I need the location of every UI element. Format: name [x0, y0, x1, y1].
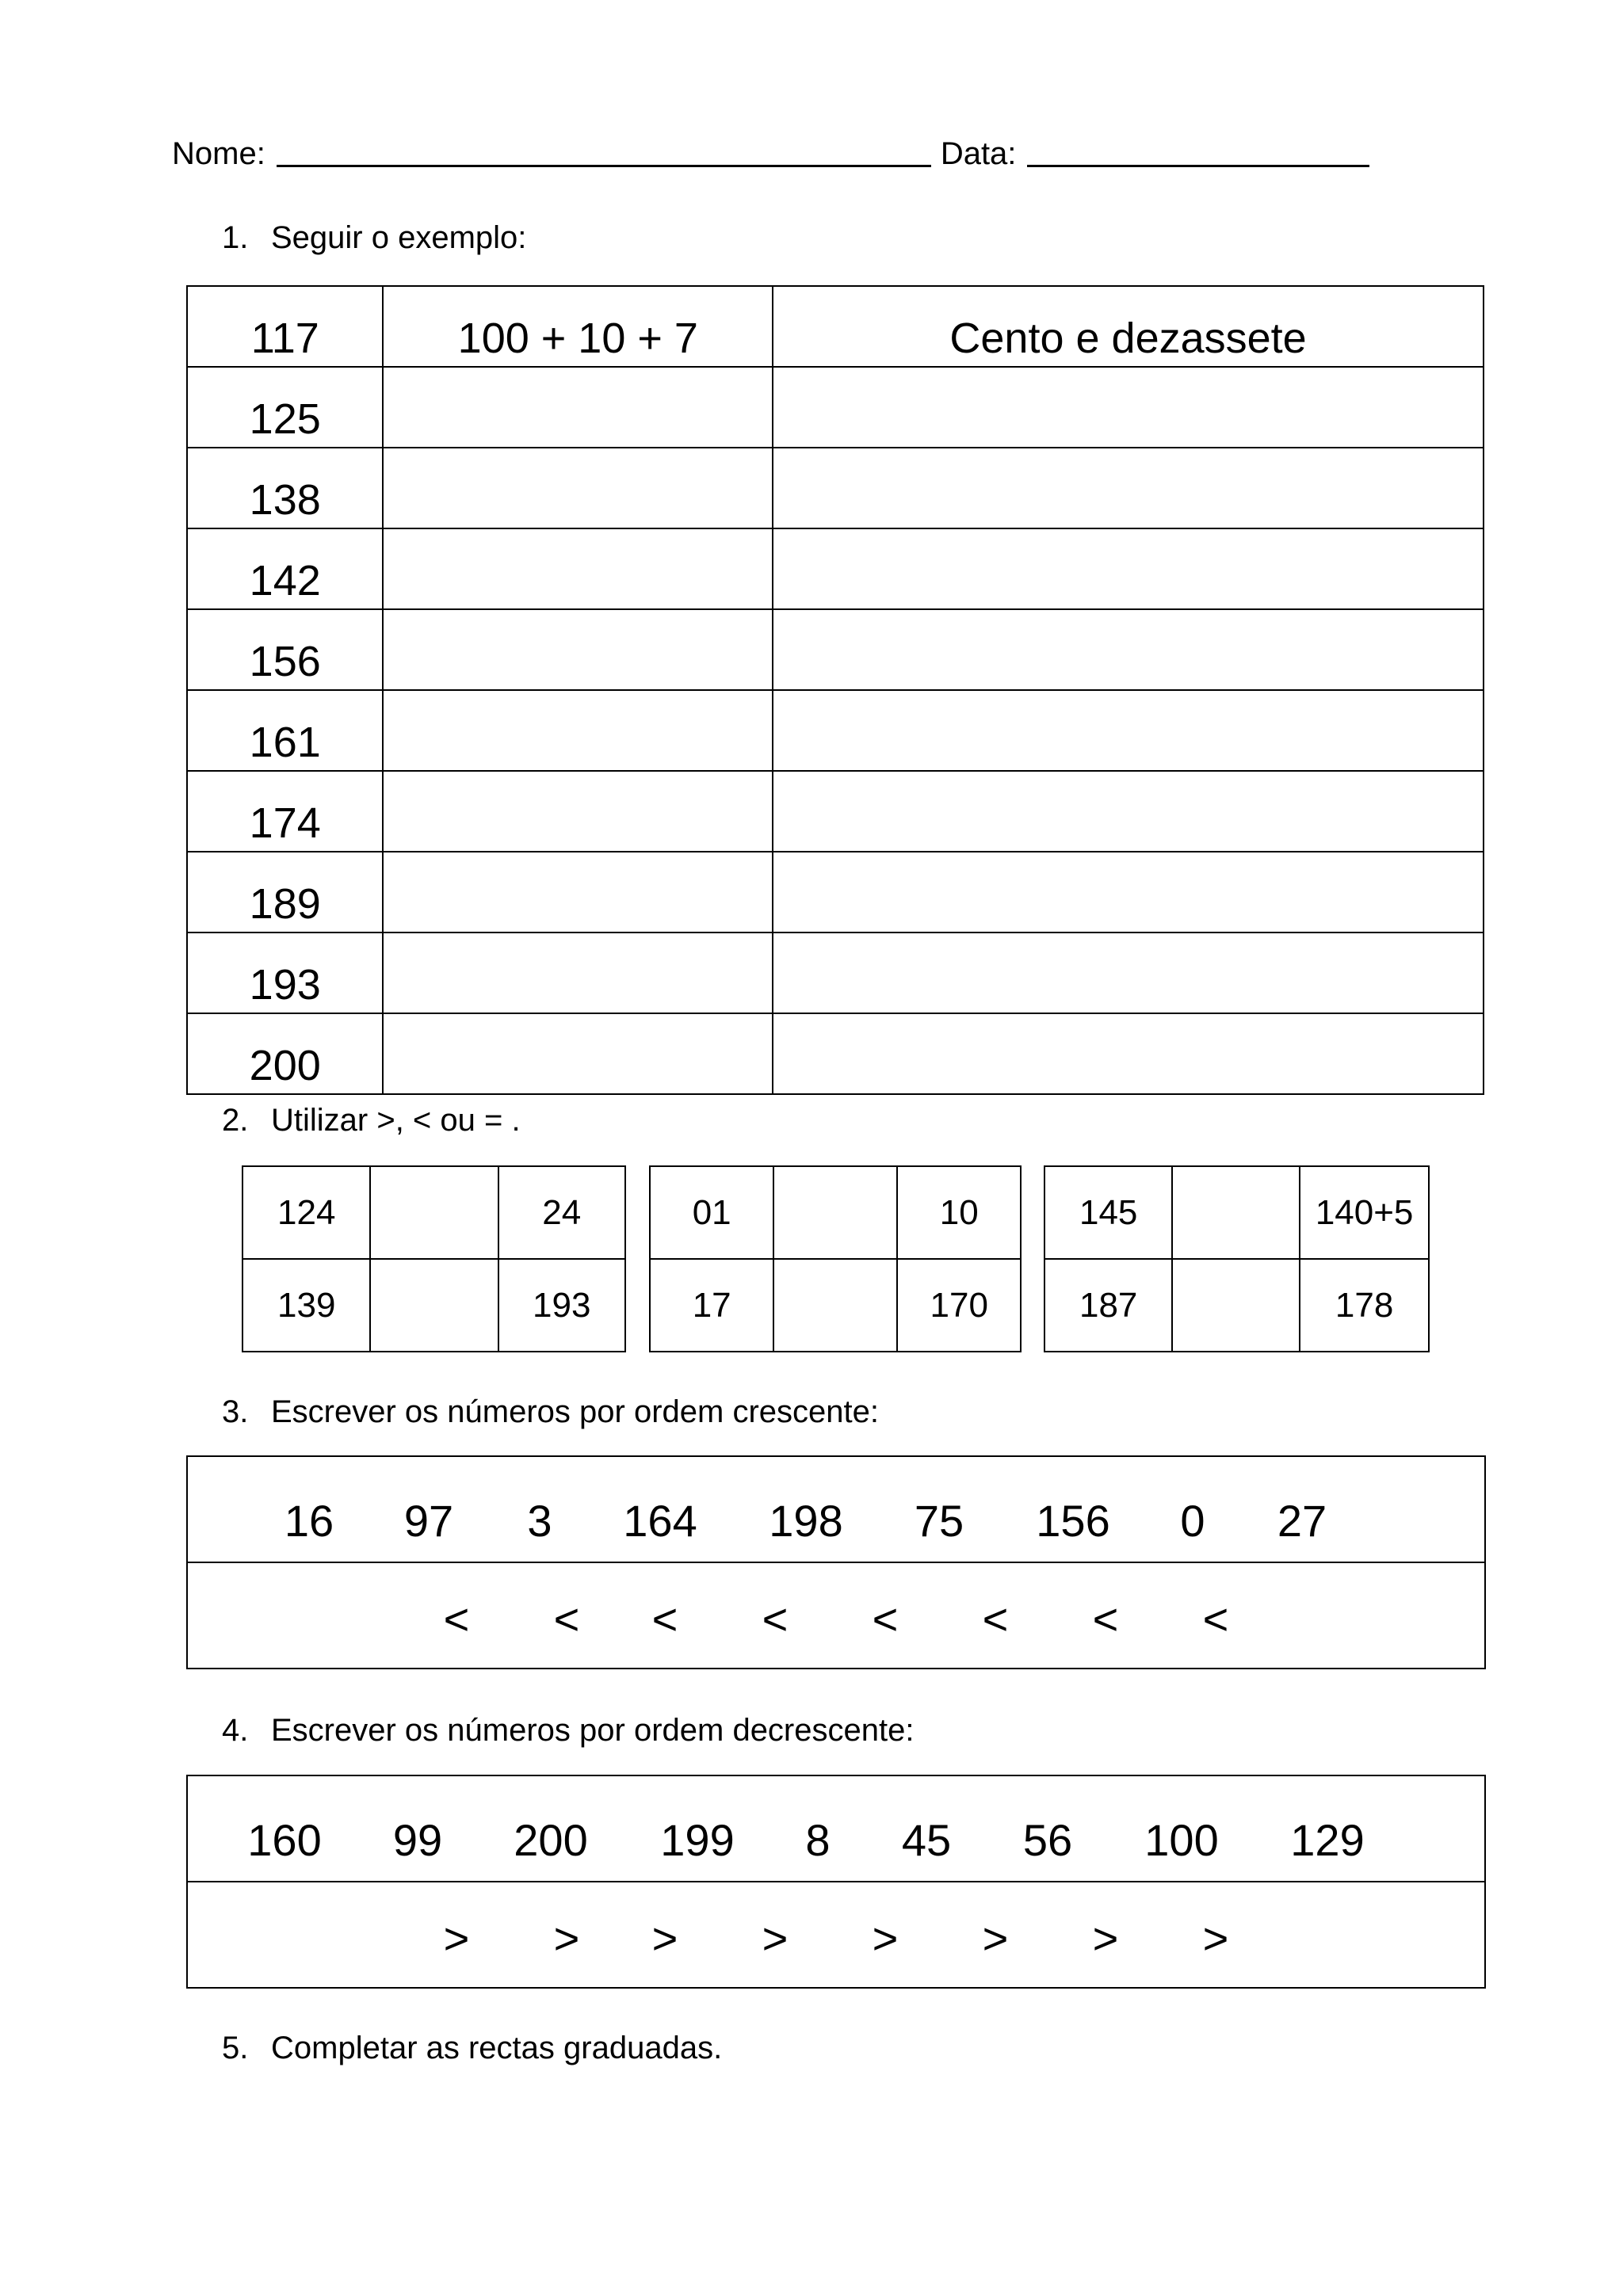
number-item: 3	[527, 1496, 552, 1546]
less-than-sign: <	[553, 1594, 580, 1644]
number-cell: 193	[187, 933, 383, 1013]
number-item: 156	[1036, 1496, 1110, 1546]
number-item: 164	[623, 1496, 697, 1546]
words-answer-cell[interactable]	[773, 852, 1484, 933]
table-row	[650, 1166, 1021, 1259]
number-item: 56	[1022, 1815, 1073, 1865]
table-row	[187, 852, 1484, 933]
decomposition-answer-cell[interactable]	[383, 528, 773, 609]
numbers-row	[188, 1776, 1484, 1881]
number-cell: 161	[187, 690, 383, 771]
decomposition-cell: 100 + 10 + 7	[383, 286, 773, 367]
words-answer-cell[interactable]	[773, 933, 1484, 1013]
descending-order-box	[186, 1775, 1486, 1989]
table-row	[187, 609, 1484, 690]
sign-answer-cell[interactable]	[1172, 1259, 1300, 1352]
table-row	[187, 933, 1484, 1013]
greater-than-sign: >	[762, 1913, 789, 1963]
right-number: 178	[1300, 1259, 1429, 1352]
question-number: 2.	[222, 1103, 249, 1138]
number-decomposition-table	[186, 285, 1484, 1095]
greater-than-sign: >	[1202, 1913, 1229, 1963]
number-item: 198	[769, 1496, 843, 1546]
number-item: 75	[914, 1496, 964, 1546]
greater-than-sign: >	[982, 1913, 1009, 1963]
less-than-sign: <	[1092, 1594, 1119, 1644]
right-number: 10	[897, 1166, 1021, 1259]
table-row	[187, 286, 1484, 367]
number-cell: 138	[187, 448, 383, 528]
decomposition-answer-cell[interactable]	[383, 852, 773, 933]
number-cell: 156	[187, 609, 383, 690]
left-number: 17	[650, 1259, 773, 1352]
number-item: 16	[284, 1496, 334, 1546]
left-number: 01	[650, 1166, 773, 1259]
less-than-sign: <	[651, 1594, 678, 1644]
number-cell: 142	[187, 528, 383, 609]
date-field[interactable]	[1027, 136, 1369, 167]
question-4-heading	[222, 1713, 914, 1749]
left-number: 124	[242, 1166, 370, 1259]
table-row	[242, 1166, 625, 1259]
number-item: 0	[1180, 1496, 1205, 1546]
number-item: 99	[392, 1815, 443, 1865]
question-title: Escrever os números por ordem decrescente:	[271, 1713, 915, 1748]
less-than-sign: <	[762, 1594, 789, 1644]
words-cell: Cento e dezassete	[773, 286, 1484, 367]
comparison-table	[649, 1165, 1022, 1352]
number-item: 200	[514, 1815, 588, 1865]
less-than-sign: <	[443, 1594, 470, 1644]
sign-answer-cell[interactable]	[773, 1166, 897, 1259]
answer-row[interactable]	[188, 1881, 1484, 1987]
name-field[interactable]	[277, 136, 931, 167]
table-row	[650, 1259, 1021, 1352]
question-3-heading	[222, 1394, 879, 1430]
decomposition-answer-cell[interactable]	[383, 1013, 773, 1094]
sign-answer-cell[interactable]	[370, 1259, 498, 1352]
decomposition-answer-cell[interactable]	[383, 367, 773, 448]
question-number: 3.	[222, 1394, 249, 1429]
table-row	[187, 367, 1484, 448]
table-row	[1044, 1259, 1429, 1352]
right-number: 170	[897, 1259, 1021, 1352]
left-number: 139	[242, 1259, 370, 1352]
name-label: Nome:	[172, 136, 265, 171]
table-row	[187, 528, 1484, 609]
less-than-sign: <	[982, 1594, 1009, 1644]
table-row	[187, 1013, 1484, 1094]
question-title: Utilizar >, < ou = .	[271, 1103, 521, 1138]
comparison-table	[242, 1165, 626, 1352]
right-number: 24	[498, 1166, 626, 1259]
number-cell: 125	[187, 367, 383, 448]
decomposition-answer-cell[interactable]	[383, 933, 773, 1013]
table-row	[187, 771, 1484, 852]
number-item: 199	[660, 1815, 735, 1865]
numbers-row	[188, 1457, 1484, 1562]
question-title: Escrever os números por ordem crescente:	[271, 1394, 879, 1429]
question-number: 5.	[222, 2031, 249, 2065]
greater-than-sign: >	[872, 1913, 899, 1963]
decomposition-answer-cell[interactable]	[383, 690, 773, 771]
table-row	[1044, 1166, 1429, 1259]
less-than-sign: <	[1202, 1594, 1229, 1644]
number-cell: 117	[187, 286, 383, 367]
question-1-heading	[222, 220, 526, 256]
question-number: 4.	[222, 1713, 249, 1748]
table-row	[187, 690, 1484, 771]
header	[172, 136, 1369, 172]
less-than-sign: <	[872, 1594, 899, 1644]
table-row	[187, 448, 1484, 528]
left-number: 187	[1044, 1259, 1172, 1352]
greater-than-sign: >	[443, 1913, 470, 1963]
words-answer-cell[interactable]	[773, 367, 1484, 448]
right-number: 193	[498, 1259, 626, 1352]
number-cell: 174	[187, 771, 383, 852]
sign-answer-cell[interactable]	[773, 1259, 897, 1352]
right-number: 140+5	[1300, 1166, 1429, 1259]
number-item: 160	[247, 1815, 322, 1865]
words-answer-cell[interactable]	[773, 1013, 1484, 1094]
number-item: 8	[805, 1815, 831, 1865]
greater-than-sign: >	[651, 1913, 678, 1963]
sign-answer-cell[interactable]	[370, 1166, 498, 1259]
number-item: 129	[1290, 1815, 1365, 1865]
ascending-order-box	[186, 1455, 1486, 1669]
date-label: Data:	[940, 136, 1017, 171]
words-answer-cell[interactable]	[773, 448, 1484, 528]
number-item: 100	[1144, 1815, 1219, 1865]
question-5-heading	[222, 2031, 722, 2066]
decomposition-answer-cell[interactable]	[383, 771, 773, 852]
number-cell: 189	[187, 852, 383, 933]
words-answer-cell[interactable]	[773, 771, 1484, 852]
question-title: Completar as rectas graduadas.	[271, 2031, 723, 2065]
greater-than-sign: >	[1092, 1913, 1119, 1963]
decomposition-answer-cell[interactable]	[383, 609, 773, 690]
words-answer-cell[interactable]	[773, 609, 1484, 690]
decomposition-answer-cell[interactable]	[383, 448, 773, 528]
number-item: 27	[1277, 1496, 1327, 1546]
words-answer-cell[interactable]	[773, 690, 1484, 771]
greater-than-sign: >	[553, 1913, 580, 1963]
question-2-heading	[222, 1103, 521, 1138]
answer-row[interactable]	[188, 1562, 1484, 1668]
number-item: 45	[901, 1815, 952, 1865]
number-cell: 200	[187, 1013, 383, 1094]
left-number: 145	[1044, 1166, 1172, 1259]
question-title: Seguir o exemplo:	[271, 220, 527, 255]
number-item: 97	[403, 1496, 454, 1546]
words-answer-cell[interactable]	[773, 528, 1484, 609]
comparison-table	[1044, 1165, 1430, 1352]
sign-answer-cell[interactable]	[1172, 1166, 1300, 1259]
table-row	[242, 1259, 625, 1352]
question-number: 1.	[222, 220, 249, 255]
